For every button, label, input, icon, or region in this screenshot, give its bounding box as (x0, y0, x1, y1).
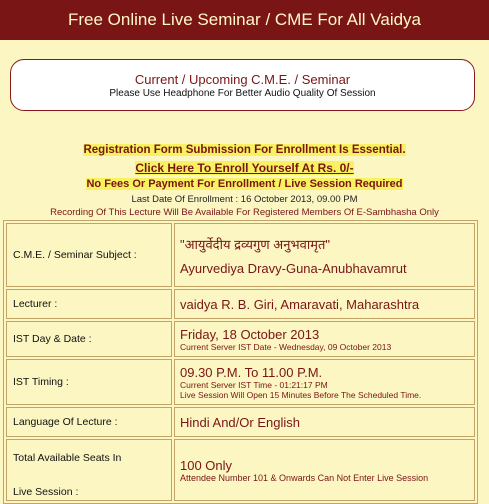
registration-essential-text: Registration Form Submission For Enrollment Is Essential. (83, 144, 406, 156)
language-value: Hindi And/Or English (174, 407, 475, 437)
no-fees-notice (0, 178, 489, 190)
notice-subtitle: Please Use Headphone For Better Audio Quality Of Session (109, 88, 376, 99)
subject-english: Ayurvediya Dravy-Guna-Anubhavamrut (180, 260, 407, 276)
page-title: Free Online Live Seminar / CME For All Vaidya (67, 10, 422, 29)
language-label: Language Of Lecture : (6, 407, 172, 437)
enroll-link[interactable]: Click Here To Enroll Yourself At Rs. 0/- (135, 161, 354, 175)
enroll-row (0, 161, 489, 175)
recording-notice: Recording Of This Lecture Will Be Available For Registered Members Of E-Sambhasha Only (50, 207, 439, 218)
date-note: Current Server IST Date - Wednesday, 09 October 2013 (180, 341, 392, 352)
seminar-details-table (3, 220, 478, 504)
date-value (174, 321, 475, 357)
seats-note: Attendee Number 101 & Onwards Can Not Enter Live Session (180, 472, 429, 483)
subject-hindi: "आयुर्वेदीय द्रव्यगुण अनुभवामृत" (180, 236, 330, 252)
lecturer-label: Lecturer : (6, 289, 172, 319)
seats-main: 100 Only (180, 457, 233, 473)
subject-value (174, 223, 475, 287)
table-row (6, 223, 475, 287)
seats-value (174, 439, 475, 501)
notice-box (10, 59, 475, 111)
date-main: Friday, 18 October 2013 (180, 326, 320, 342)
notice-title: Current / Upcoming C.M.E. / Seminar (134, 72, 351, 87)
page-header (0, 0, 489, 40)
timing-note-server: Current Server IST Time - 01:21:17 PM (180, 379, 328, 390)
last-date-enrollment: Last Date Of Enrollment : 16 October 2013, 09.00 PM (131, 194, 358, 205)
date-label: IST Day & Date : (6, 321, 172, 357)
timing-note-open: Live Session Will Open 15 Minutes Before The Scheduled Time. (180, 389, 422, 400)
table-row (6, 439, 475, 501)
registration-essential (0, 144, 489, 156)
seats-label-line2: Live Session : (13, 486, 79, 498)
table-row (6, 359, 475, 405)
table-row (6, 407, 475, 437)
timing-value (174, 359, 475, 405)
seats-label-line1: Total Available Seats In (13, 452, 122, 464)
table-row (6, 321, 475, 357)
no-fees-text: No Fees Or Payment For Enrollment / Live Session Required (86, 178, 403, 190)
subject-label: C.M.E. / Seminar Subject : (6, 223, 172, 287)
seats-label (6, 439, 172, 501)
lecturer-value: vaidya R. B. Giri, Amaravati, Maharashtra (174, 289, 475, 319)
timing-label: IST Timing : (6, 359, 172, 405)
table-row (6, 289, 475, 319)
timing-main: 09.30 P.M. To 11.00 P.M. (180, 364, 323, 380)
